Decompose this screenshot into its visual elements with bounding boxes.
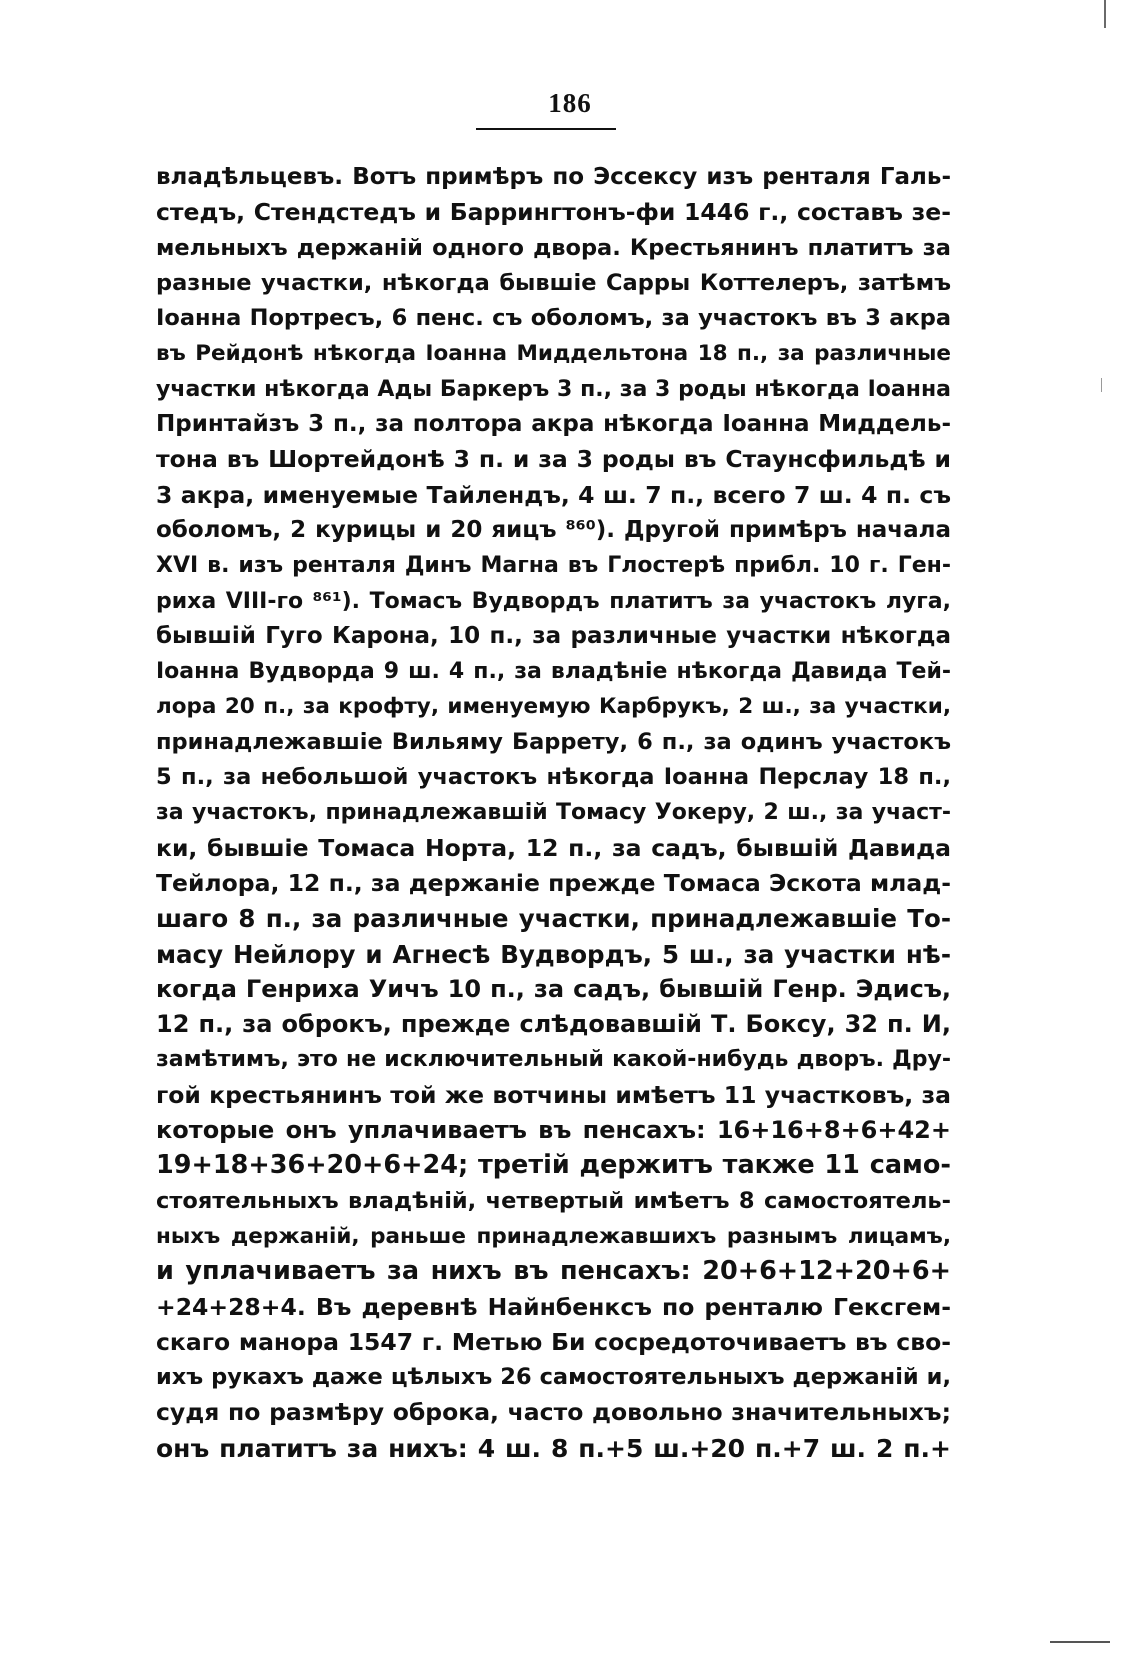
text-line: ки, бывшіе Томаса Норта, 12 п., за садъ, бывшій Давида <box>156 833 951 862</box>
text-line: ихъ рукахъ даже цѣлыхъ 26 самостоятельныхъ держаній и, <box>156 1364 951 1391</box>
body-text <box>156 160 951 1466</box>
text-line: мельныхъ держаній одного двора. Крестьянинъ платитъ за <box>156 234 951 261</box>
text-line: XVI в. изъ ренталя Динъ Магна въ Глостерѣ прибл. 10 г. Ген- <box>156 553 951 579</box>
text-line: масу Нейлору и Агнесѣ Вудвордъ, 5 ш., за участки нѣ- <box>156 939 951 969</box>
scan-edge-tick <box>1101 378 1102 392</box>
text-line: гой крестьянинъ той же вотчины имѣетъ 11 участковъ, за <box>156 1080 951 1109</box>
text-line: 3 акра, именуемые Тайлендъ, 4 ш. 7 п., всего 7 ш. 4 п. съ <box>156 480 951 509</box>
text-line: стоятельныхъ владѣній, четвертый имѣетъ 8 самостоятель- <box>156 1187 951 1214</box>
text-line: принадлежавшіе Вильяму Баррету, 6 п., за одинъ участокъ <box>156 728 951 755</box>
text-line: 19+18+36+20+6+24; третій держитъ также 11 само- <box>156 1150 951 1181</box>
page-number-rule <box>476 128 616 130</box>
text-line: шаго 8 п., за различные участки, принадлежавшіе То- <box>156 904 951 934</box>
text-line: замѣтимъ, это не исключительный какой-нибудь дворъ. Дру- <box>156 1047 951 1073</box>
text-line: 12 п., за оброкъ, прежде слѣдовавшій Т. Боксу, 32 п. И, <box>156 1010 951 1039</box>
text-line: судя по размѣру оброка, часто довольно значительныхъ; <box>156 1398 951 1427</box>
text-line: оболомъ, 2 курицы и 20 яицъ ⁸⁶⁰). Другой примѣръ начала <box>156 516 951 543</box>
text-line: разные участки, нѣкогда бывшіе Сарры Коттелеръ, затѣмъ <box>156 269 951 296</box>
text-line: Іоанна Вудворда 9 ш. 4 п., за владѣніе нѣкогда Давида Тей- <box>156 659 951 685</box>
text-line: когда Генриха Уичъ 10 п., за садъ, бывшій Генр. Эдисъ, <box>156 974 951 1003</box>
text-line: въ Рейдонѣ нѣкогда Іоанна Миддельтона 18 п., за различные <box>156 341 951 367</box>
scan-corner-mark <box>1050 1641 1110 1643</box>
text-line: 5 п., за небольшой участокъ нѣкогда Іоанна Перслау 18 п., <box>156 764 951 791</box>
text-line: Тейлора, 12 п., за держаніе прежде Томаса Эскота млад- <box>156 868 951 897</box>
text-line: тона въ Шортейдонѣ 3 п. и за 3 роды въ Стаунсфильдѣ и <box>156 445 951 474</box>
text-line: онъ платитъ за нихъ: 4 ш. 8 п.+5 ш.+20 п.+7 ш. 2 п.+ <box>156 1433 951 1463</box>
text-line: риха VIII-го ⁸⁶¹). Томасъ Вудвордъ платитъ за участокъ луга, <box>156 588 951 614</box>
text-line: бывшій Гуго Карона, 10 п., за различные участки нѣкогда <box>156 622 951 649</box>
text-line: ныхъ держаній, раньше принадлежавшихъ разнымъ лицамъ, <box>156 1223 951 1249</box>
page-number: 186 <box>548 88 592 118</box>
text-line: скаго манора 1547 г. Метью Би сосредоточиваетъ въ сво- <box>156 1327 951 1356</box>
text-line: участки нѣкогда Ады Баркеръ 3 п., за 3 роды нѣкогда Іоанна <box>156 376 951 402</box>
text-line: владѣльцевъ. Вотъ примѣръ по Эссексу изъ ренталя Галь- <box>156 164 951 190</box>
scan-edge-line <box>1104 0 1106 28</box>
text-line: и уплачиваетъ за нихъ въ пенсахъ: 20+6+12+20+6+ <box>156 1256 951 1287</box>
text-line: за участокъ, принадлежавшій Томасу Уокеру, 2 ш., за участ- <box>156 800 951 826</box>
text-line: Принтайзъ 3 п., за полтора акра нѣкогда Іоанна Миддель- <box>156 411 951 438</box>
text-line: которые онъ уплачиваетъ въ пенсахъ: 16+16+8+6+42+ <box>156 1116 951 1145</box>
text-line: стедъ, Стендстедъ и Баррингтонъ-фи 1446 г., составъ зе- <box>156 198 951 227</box>
text-line: +24+28+4. Въ деревнѣ Найнбенксъ по ренталю Гексгем- <box>156 1292 951 1321</box>
text-line: лора 20 п., за крофту, именуемую Карбрукъ, 2 ш., за участки, <box>156 694 951 720</box>
text-line: Іоанна Портресъ, 6 пенс. съ оболомъ, за участокъ въ 3 акра <box>156 305 951 332</box>
